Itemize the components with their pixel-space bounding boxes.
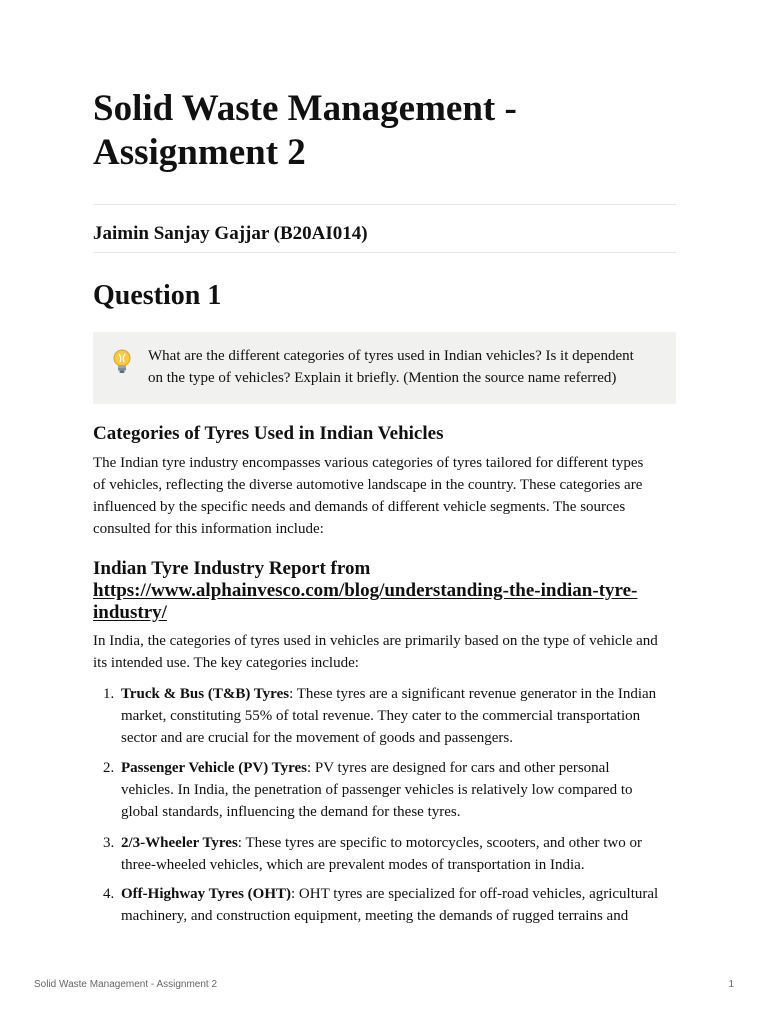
section-heading-categories: Categories of Tyres Used in Indian Vehicles	[93, 423, 444, 444]
callout-line-1: What are the different categories of tyres used in Indian vehicles? Is it dependent	[148, 348, 634, 364]
list-item-body	[121, 883, 676, 927]
title-line-2: Assignment 2	[93, 132, 306, 173]
list-item-text: : These tyres are specific to motorcycles, scooters, and other two or	[237, 835, 642, 851]
question-callout	[93, 332, 676, 404]
document-title	[93, 87, 676, 175]
list-item-term: Off-Highway Tyres (OHT)	[121, 886, 291, 902]
title-line-1: Solid Waste Management -	[93, 88, 517, 129]
divider-bottom	[93, 252, 676, 253]
paragraph-line: influenced by the specific needs and demands of different vehicle segments. The sources	[93, 499, 626, 515]
list-item-text: : OHT tyres are specialized for off-road vehicles, agricultural	[291, 886, 659, 902]
footer-document-title: Solid Waste Management - Assignment 2	[34, 979, 218, 990]
list-item-text: : PV tyres are designed for cars and other personal	[306, 760, 610, 776]
paragraph-line: of vehicles, reflecting the diverse automotive landscape in the country. These categories are	[93, 477, 643, 493]
callout-text	[148, 345, 663, 389]
section-heading-report	[93, 558, 637, 624]
divider-top	[93, 204, 676, 205]
link-line-1[interactable]: https://www.alphainvesco.com/blog/understanding-the-indian-tyre-	[93, 580, 638, 601]
lightbulb-icon	[110, 348, 134, 376]
list-item-body	[121, 832, 676, 876]
paragraph-line: In India, the categories of tyres used in vehicles are primarily based on the type of vehicle and	[93, 633, 658, 649]
link-line-2[interactable]: industry/	[93, 602, 167, 623]
report-heading-text: Indian Tyre Industry Report from	[93, 558, 371, 579]
list-item-text: market, constituting 55% of total revenue. They cater to the commercial transportation	[121, 708, 641, 724]
list-item-body	[121, 683, 676, 749]
footer-page-number: 1	[728, 979, 734, 990]
list-item-body	[121, 757, 676, 823]
question-heading: Question 1	[93, 280, 222, 311]
list-item-text: global standards, influencing the demand for these tyres.	[121, 804, 461, 820]
list-item-term: 2/3-Wheeler Tyres	[121, 835, 238, 851]
list-number: 1.	[103, 686, 115, 702]
callout-line-2: on the type of vehicles? Explain it briefly. (Mention the source name referred)	[148, 370, 617, 386]
list-item-text: vehicles. In India, the penetration of passenger vehicles is relatively low compared to	[121, 782, 633, 798]
report-intro-paragraph	[93, 630, 676, 674]
paragraph-line: The Indian tyre industry encompasses various categories of tyres tailored for different types	[93, 455, 644, 471]
list-item-term: Passenger Vehicle (PV) Tyres	[121, 760, 307, 776]
list-number: 4.	[103, 886, 115, 902]
author-name: Jaimin Sanjay Gajjar (B20AI014)	[93, 223, 368, 244]
list-item-text: sector and are crucial for the movement of goods and passengers.	[121, 730, 513, 746]
list-number: 2.	[103, 760, 115, 776]
list-number: 3.	[103, 835, 115, 851]
list-item-text: machinery, and construction equipment, meeting the demands of rugged terrains and	[121, 908, 629, 924]
list-item-text: three-wheeled vehicles, which are prevalent modes of transportation in India.	[121, 857, 585, 873]
list-item-text: : These tyres are a significant revenue generator in the Indian	[289, 686, 657, 702]
section-paragraph-categories	[93, 452, 676, 540]
list-item-term: Truck & Bus (T&B) Tyres	[121, 686, 290, 702]
paragraph-line: its intended use. The key categories include:	[93, 655, 359, 671]
source-link[interactable]	[93, 580, 637, 623]
paragraph-line: consulted for this information include:	[93, 521, 324, 537]
